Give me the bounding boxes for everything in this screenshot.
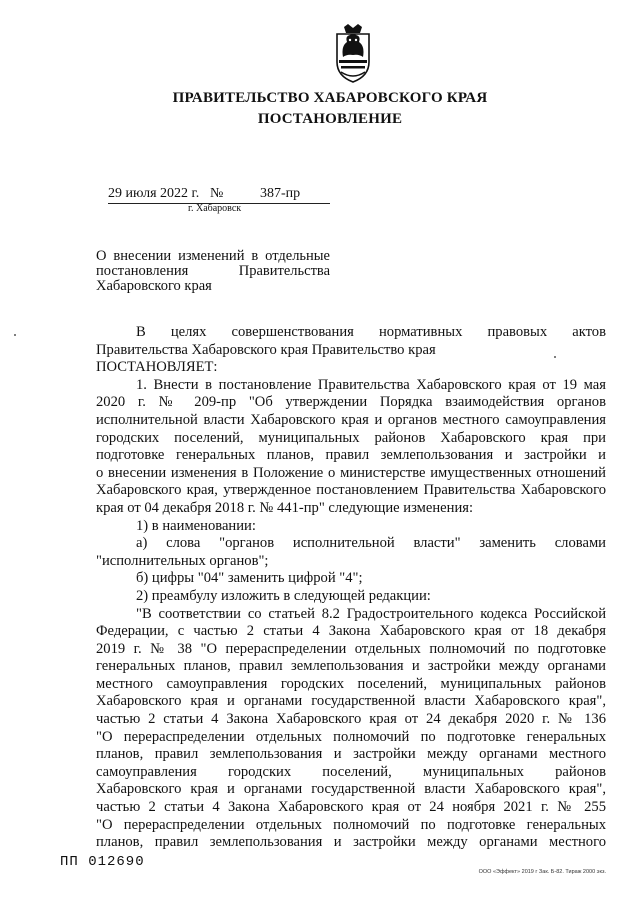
body-line: "О перераспределении отдельных полномочий по подготовке генеральных xyxy=(96,728,606,745)
body-line: 2019 г. № 38 "О перераспределении отдельных полномочий по подготовке xyxy=(96,640,606,657)
body-line: Хабаровского края и органами государственной власти Хабаровского края", xyxy=(96,693,606,710)
body-line: планов, правил землепользования и застройки между органами местного xyxy=(96,834,606,851)
scan-speck xyxy=(554,356,556,358)
document-type-heading: ПОСТАНОВЛЕНИЕ xyxy=(257,111,403,127)
body-line: Хабаровского края и органами государственной власти Хабаровского края", xyxy=(96,781,606,798)
date-number-line xyxy=(108,186,330,204)
body-line: 2020 г. № 209-пр "Об утверждении Порядка взаимодействия органов xyxy=(96,394,606,411)
coat-of-arms-emblem xyxy=(331,24,375,84)
body-line: ПОСТАНОВЛЯЕТ: xyxy=(96,359,218,376)
body-line: подготовке генеральных планов, правил землепользования и застройки и xyxy=(96,447,606,464)
body-line: 1) в наименовании: xyxy=(136,517,256,534)
subject-line: постановления Правительства xyxy=(96,263,330,279)
body-line: "исполнительных органов"; xyxy=(96,552,269,569)
body-line: Федерации, с частью 2 статьи 4 Закона Хабаровского края от 18 декабря xyxy=(96,623,606,640)
scan-speck xyxy=(14,334,16,336)
number-sign: № xyxy=(210,186,224,201)
document-subject xyxy=(96,249,330,294)
body-line: городских поселений, муниципальных районов Хабаровского края при xyxy=(96,429,606,446)
body-line: Хабаровского края, утвержденное постановлением Правительства Хабаровского xyxy=(96,482,606,499)
body-line: края от 04 декабря 2018 г. № 441-пр" следующие изменения: xyxy=(96,499,474,516)
body-line: местного самоуправления городских поселений, муниципальных районов xyxy=(96,675,606,692)
body-line: а) слова "органов исполнительной власти" заменить словами xyxy=(136,535,606,552)
body-line: о внесении изменения в Положение о министерстве имущественных отношений xyxy=(96,464,606,481)
body-line: частью 2 статьи 4 Закона Хабаровского края от 24 декабря 2020 г. № 136 xyxy=(96,711,606,728)
body-line: планов, правил землепользования и застройки между органами местного xyxy=(96,746,606,763)
body-line: самоуправления городских поселений, муниципальных районов xyxy=(96,763,606,780)
body-line: Правительства Хабаровского края Правительство края xyxy=(96,341,436,358)
body-line: "В соответствии со статьей 8.2 Градостроительного кодекса Российской xyxy=(136,605,606,622)
body-line: 2) преамбулу изложить в следующей редакции: xyxy=(136,587,431,604)
body-line: 1. Внести в постановление Правительства Хабаровского края от 19 мая xyxy=(136,376,606,393)
printer-imprint: ООО «Эффект» 2019 г Зак. Б-82. Тираж 2000 экз. xyxy=(478,869,606,875)
subject-line: О внесении изменений в отдельные xyxy=(96,248,330,264)
document-number: 387-пр xyxy=(260,186,301,201)
city-label: г. Хабаровск xyxy=(188,203,242,214)
body-line: частью 2 статьи 4 Закона Хабаровского края от 24 ноября 2021 г. № 255 xyxy=(96,799,606,816)
document-date: 29 июля 2022 г. xyxy=(108,186,200,201)
form-serial-number: ПП 012690 xyxy=(60,854,145,870)
body-line: "О перераспределении отдельных полномочий по подготовке генеральных xyxy=(96,816,606,833)
body-line: б) цифры "04" заменить цифрой "4"; xyxy=(136,570,363,587)
subject-line: Хабаровского края xyxy=(96,278,212,294)
government-heading: ПРАВИТЕЛЬСТВО ХАБАРОВСКОГО КРАЯ xyxy=(172,90,488,106)
document-body xyxy=(96,324,606,852)
body-line: исполнительной власти Хабаровского края и органов местного самоуправления xyxy=(96,411,606,428)
body-line: В целях совершенствования нормативных правовых актов xyxy=(136,324,606,340)
body-line: генеральных планов, правил землепользования и застройки между органами xyxy=(96,658,606,675)
